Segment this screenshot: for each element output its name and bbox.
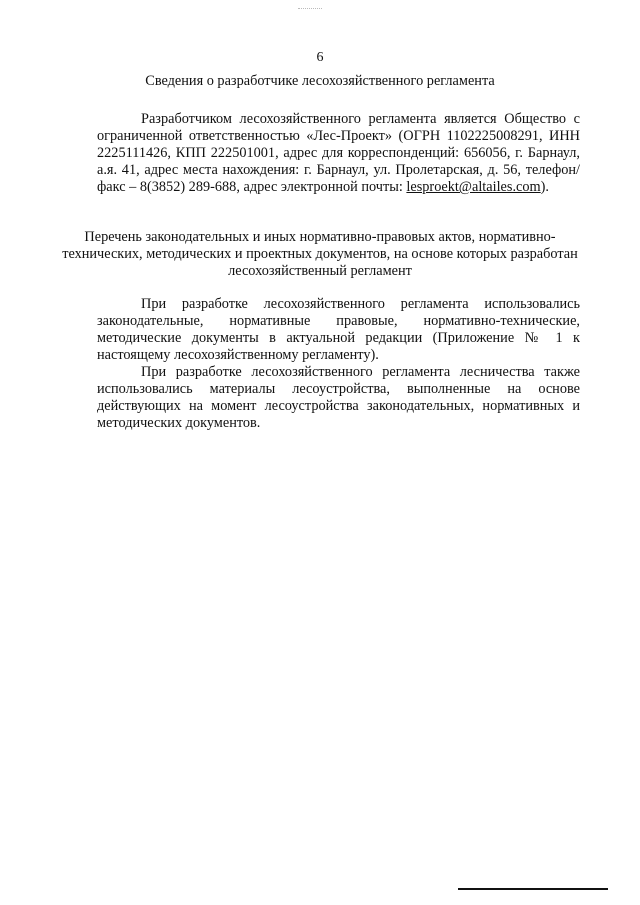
developer-text-main: Разработчиком лесохозяйственного регламента является Общество с ограниченной ответственностью «Лес-Проект» (ОГРН 1102225008291, ИНН 2225111426, КПП 222501001, адрес для корреспонденций: 656056, г. Барнаул, а.я. 41, адрес места нахождения: г. Барнаул, ул. Пролетарская, д. 56, телефон/факс – 8(3852) 289-688, адрес электронной почты: [97, 111, 580, 195]
documents-paragraph-2 [97, 364, 580, 432]
page-number: 6 [316, 50, 324, 65]
documents-paragraph-1 [97, 296, 580, 364]
section-documents-title: Перечень законодательных и иных нормативно-правовых актов, нормативно-технических, методических и проектных документов, на основе которых разработан лесохозяйственный регламент [62, 229, 578, 279]
bottom-rule [458, 888, 608, 890]
scan-artifact [298, 8, 322, 11]
section-developer-title: Сведения о разработчике лесохозяйственного регламента [145, 73, 495, 89]
documents-paragraph-2-text: При разработке лесохозяйственного регламента лесничества также использовались материалы лесоустройства, выполненные на основе действующих на момент лесоустройства законодательных, нормативных и методических документов. [97, 364, 580, 431]
developer-email-link[interactable]: lesproekt@altailes.com [406, 179, 541, 195]
developer-paragraph [97, 111, 580, 196]
developer-text [97, 111, 580, 196]
developer-text-end: ). [540, 179, 549, 195]
documents-paragraph-1-text: При разработке лесохозяйственного регламента использовались законодательные, нормативные правовые, нормативно-технические, методические документы в актуальной редакции (Приложение № 1 к настоящему лесохозяйственному регламенту). [97, 296, 580, 363]
